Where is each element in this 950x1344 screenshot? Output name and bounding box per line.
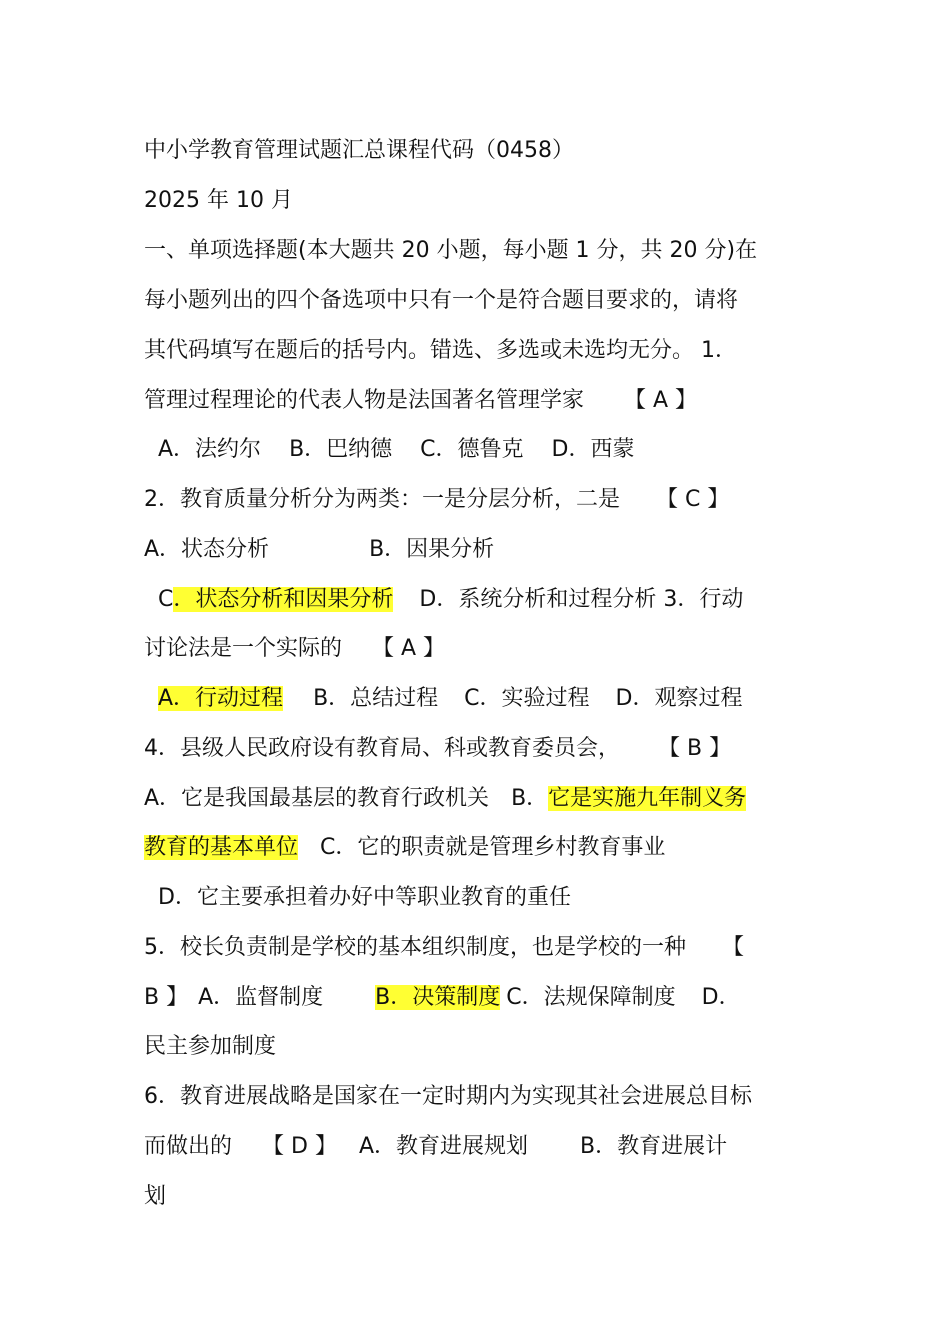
- question-6-row2: [144, 1122, 727, 1172]
- q2-option-a: A．状态分析: [144, 537, 270, 562]
- q6-option-b: B．教育进展计: [580, 1134, 728, 1159]
- q3-option-d: D．观察过程: [615, 686, 743, 711]
- question-1-answer: 【 A 】: [624, 388, 698, 413]
- question-4-options-row1: [144, 774, 746, 824]
- q2-option-b: B．因果分析: [369, 537, 495, 562]
- question-4: [144, 724, 731, 774]
- question-3-answer: 【 A 】: [372, 636, 446, 661]
- question-6-answer: 【 D 】: [262, 1134, 337, 1159]
- question-3-options: [158, 674, 742, 724]
- question-2-options-row1: [144, 525, 494, 575]
- q1-option-d: D．西蒙: [551, 437, 635, 462]
- q5-option-d: 民主参加制度: [144, 1034, 277, 1059]
- q5-option-c: C．法规保障制度: [506, 985, 676, 1010]
- question-6-row3: [144, 1172, 166, 1222]
- q4-option-b-letter: B．: [511, 786, 549, 811]
- question-4-options-row3: [158, 873, 571, 923]
- q6-option-b-cont: 划: [144, 1184, 167, 1209]
- q5-option-b-highlighted: B．决策制度: [375, 985, 501, 1010]
- q2-option-d: D．系统分析和过程分析: [419, 587, 657, 612]
- q1-option-a: A．法约尔: [158, 437, 262, 462]
- q3-option-b: B．总结过程: [313, 686, 439, 711]
- q5-option-d-letter: D．: [701, 985, 741, 1010]
- intro-line-1: 一、单项选择题(本大题共 20 小题，每小题 1 分，共 20 分)在: [144, 238, 758, 263]
- q1-option-b: B．巴纳德: [289, 437, 393, 462]
- q4-option-b-highlighted-2: 教育的基本单位: [144, 835, 299, 860]
- intro-line-2: 每小题列出的四个备选项中只有一个是符合题目要求的，请将: [144, 288, 739, 313]
- question-4-options-row2: [144, 823, 665, 873]
- question-6-stem: 6．教育进展战略是国家在一定时期内为实现其社会进展总目标: [144, 1084, 752, 1109]
- question-1-stem: 管理过程理论的代表人物是法国著名管理学家: [144, 388, 585, 413]
- question-4-answer: 【 B 】: [658, 736, 732, 761]
- question-5-answer-open: 【: [722, 935, 745, 960]
- q4-option-c: C．它的职责就是管理乡村教育事业: [320, 835, 666, 860]
- question-2: [144, 475, 729, 525]
- q2-option-c-highlighted: ．状态分析和因果分析: [173, 587, 394, 612]
- question-5-options: [144, 973, 741, 1023]
- question-3-number: 3．行动: [656, 587, 744, 612]
- q2-option-c-letter: C: [158, 587, 174, 612]
- question-5-options-row2: [144, 1022, 276, 1072]
- question-3: [144, 624, 445, 674]
- q4-option-a: A．它是我国最基层的教育行政机关: [144, 786, 490, 811]
- q4-option-d: D．它主要承担着办好中等职业教育的重任: [158, 885, 571, 910]
- q1-option-c: C．德鲁克: [420, 437, 524, 462]
- question-6-stem-2: 而做出的: [144, 1134, 233, 1159]
- question-2-options-row2: [158, 575, 743, 625]
- question-2-answer: 【 C 】: [656, 487, 730, 512]
- q4-option-b-highlighted-1: 它是实施九年制义务: [548, 786, 747, 811]
- question-5-answer-rest: B 】: [144, 985, 189, 1010]
- question-4-stem: 4．县级人民政府设有教育局、科或教育委员会，: [144, 736, 620, 761]
- document-title: 中小学教育管理试题汇总课程代码（0458）: [144, 138, 574, 163]
- question-1: [144, 376, 697, 426]
- question-5-stem: 5．校长负责制是学校的基本组织制度，也是学校的一种: [144, 935, 686, 960]
- question-2-stem: 2．教育质量分析分为两类：一是分层分析，二是: [144, 487, 620, 512]
- question-3-stem: 讨论法是一个实际的: [144, 636, 343, 661]
- intro-line-3: 其代码填写在题后的括号内。错选、多选或未选均无分。 1．: [144, 338, 737, 363]
- q3-option-c: C．实验过程: [464, 686, 590, 711]
- document-date: 2025 年 10 月: [144, 188, 293, 213]
- question-5: [144, 923, 744, 973]
- question-6: [144, 1072, 752, 1122]
- q5-option-a: A．监督制度: [198, 985, 324, 1010]
- question-1-options: [158, 425, 634, 475]
- q3-option-a-highlighted: A．行动过程: [158, 686, 284, 711]
- q6-option-a: A．教育进展规划: [358, 1134, 529, 1159]
